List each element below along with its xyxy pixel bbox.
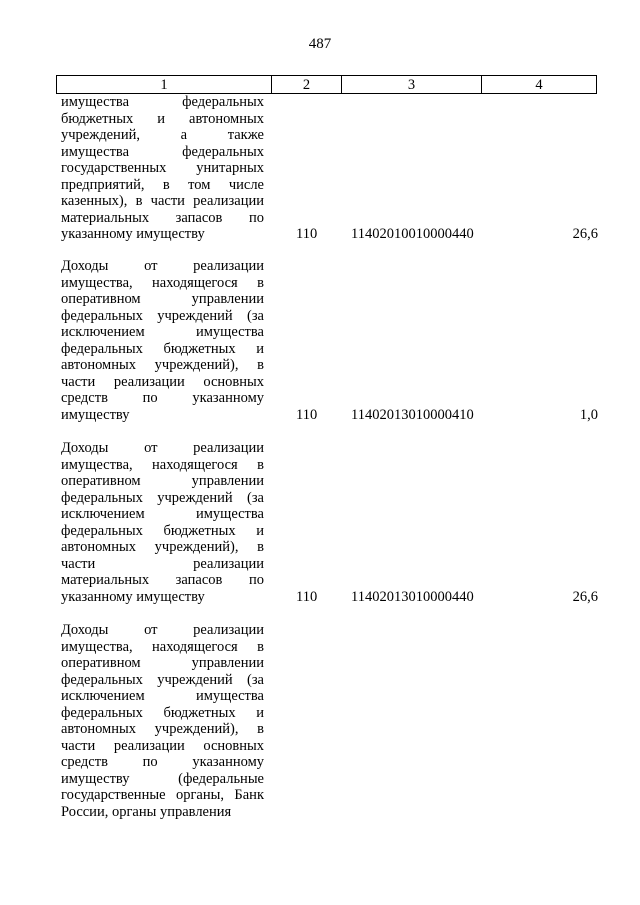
row-kbk-code: 11402010010000440 xyxy=(351,226,474,242)
description-line: средств по указанному xyxy=(61,390,264,406)
description-line: Доходы от реализации xyxy=(61,622,264,638)
description-line: государственные органы, Банк xyxy=(61,787,264,803)
row-code: 110 xyxy=(296,406,318,423)
column-header-3: 3 xyxy=(342,76,482,94)
description-line: Доходы от реализации xyxy=(61,440,264,456)
description-line: материальных запасов по xyxy=(61,209,264,226)
description-line: федеральных бюджетных и xyxy=(61,704,264,721)
description-line: имущества, находящегося в xyxy=(61,456,264,473)
description-line: имуществу xyxy=(61,406,130,423)
description-line: указанному имуществу xyxy=(61,588,205,605)
description-line: исключением имущества xyxy=(61,324,264,340)
description-line: предприятий, в том числе xyxy=(61,176,264,193)
row-description xyxy=(61,440,264,605)
description-line: имущества, находящегося в xyxy=(61,274,264,291)
description-line: учреждений, а также xyxy=(61,127,264,143)
description-line: части реализации xyxy=(61,555,264,572)
description-line: автономных учреждений), в xyxy=(61,539,264,555)
description-line: оперативном управлении xyxy=(61,655,264,671)
description-line: федеральных учреждений (за xyxy=(61,307,264,324)
column-header-row xyxy=(57,76,597,94)
description-line: исключением имущества xyxy=(61,506,264,522)
description-line: исключением имущества xyxy=(61,688,264,704)
column-header-4: 4 xyxy=(482,76,597,94)
description-line: автономных учреждений), в xyxy=(61,721,264,737)
description-line: имуществу (федеральные xyxy=(61,770,264,787)
description-line: казенных), в части реализации xyxy=(61,193,264,209)
column-header-2: 2 xyxy=(272,76,342,94)
description-line: имущества федеральных xyxy=(61,94,264,110)
description-line: России, органы управления xyxy=(61,803,232,820)
description-line: автономных учреждений), в xyxy=(61,357,264,373)
description-line: указанному имуществу xyxy=(61,226,205,242)
description-line: федеральных бюджетных и xyxy=(61,340,264,357)
description-line: имущества, находящегося в xyxy=(61,638,264,655)
row-code: 110 xyxy=(296,226,318,242)
description-line: имущества федеральных xyxy=(61,143,264,160)
description-line: Доходы от реализации xyxy=(61,258,264,274)
row-amount: 26,6 xyxy=(572,588,598,605)
description-line: материальных запасов по xyxy=(61,572,264,588)
description-line: государственных унитарных xyxy=(61,160,264,176)
row-description xyxy=(61,94,264,243)
row-amount: 26,6 xyxy=(572,226,598,242)
description-line: федеральных бюджетных и xyxy=(61,522,264,539)
description-line: федеральных учреждений (за xyxy=(61,489,264,506)
description-line: части реализации основных xyxy=(61,737,264,754)
description-line: оперативном управлении xyxy=(61,473,264,489)
description-line: федеральных учреждений (за xyxy=(61,671,264,688)
description-line: средств по указанному xyxy=(61,754,264,770)
page-number: 487 xyxy=(308,36,332,52)
column-header-1: 1 xyxy=(57,76,272,94)
column-header-table xyxy=(56,75,597,94)
row-amount: 1,0 xyxy=(579,406,598,423)
row-kbk-code: 11402013010000410 xyxy=(351,406,474,423)
row-description xyxy=(61,622,264,820)
description-line: оперативном управлении xyxy=(61,291,264,307)
description-line: части реализации основных xyxy=(61,373,264,390)
row-code: 110 xyxy=(296,588,318,605)
description-line: бюджетных и автономных xyxy=(61,110,264,127)
row-kbk-code: 11402013010000440 xyxy=(351,588,474,605)
row-description xyxy=(61,258,264,423)
